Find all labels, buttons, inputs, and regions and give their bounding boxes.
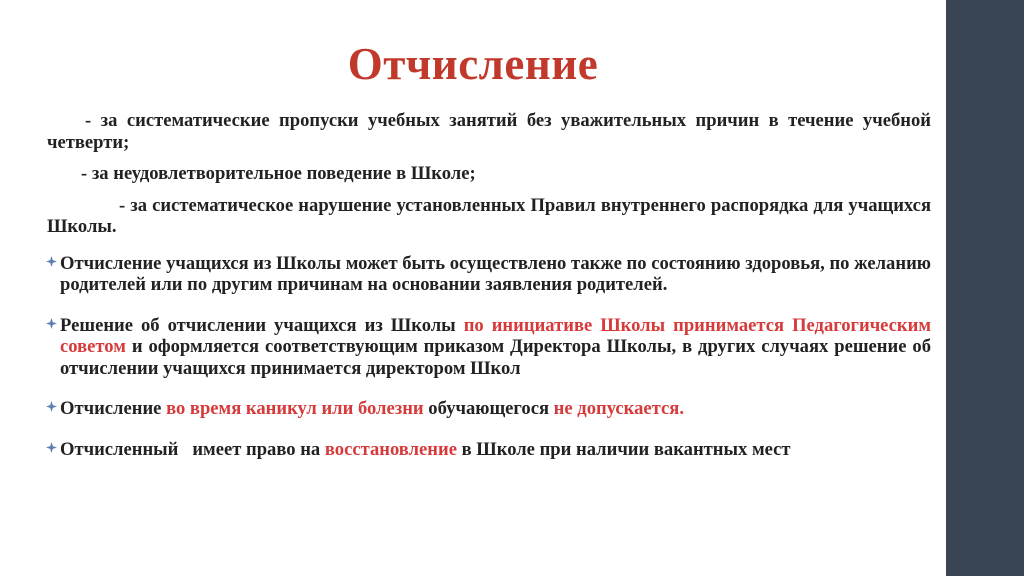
diamond-bullet-icon: [46, 401, 57, 412]
highlight-text: восстановление: [324, 438, 457, 460]
paragraph-absences: - за систематические пропуски учебных занятий без уважительных причин в течение учебной четверти;: [47, 110, 931, 153]
bullet-item-holidays: [47, 398, 931, 420]
paragraph-rules-violation: - за систематическое нарушение установленных Правил внутреннего распорядка для учащихся Школы.: [47, 194, 931, 237]
bullet-item-health: [47, 253, 931, 296]
bullet-item-decision: [47, 315, 931, 380]
slide-content: [47, 110, 931, 460]
bullet-text: Отчисление учащихся из Школы может быть осуществлено также по состоянию здоровья, по желанию родителей или по другим причинам на основании заявления родителей.: [60, 252, 931, 295]
slide-title: Отчисление: [347, 39, 599, 89]
bullet-text: и оформляется соответствующим приказом Директора Школы, в других случаях решение об отчислении учащихся принимается директором Школ: [60, 336, 931, 379]
bullet-text: Отчисление: [60, 398, 167, 419]
side-bar: [946, 0, 1024, 576]
highlight-text: по инициативе Школы принимается Педагогическим советом: [60, 314, 932, 357]
diamond-bullet-icon: [46, 318, 57, 329]
paragraph-behavior: - за неудовлетворительное поведение в Школе;: [81, 163, 476, 184]
bullet-text: в Школе при наличии вакантных мест: [456, 438, 791, 460]
diamond-bullet-icon: [46, 256, 57, 267]
bullet-text: обучающегося: [423, 398, 554, 419]
diamond-bullet-icon: [46, 442, 57, 453]
highlight-text: во время каникул или болезни: [166, 398, 424, 419]
bullet-text: Отчисленный имеет право на: [60, 438, 325, 460]
bullet-text: Решение об отчислении учащихся из Школы: [60, 314, 464, 336]
bullet-item-restoration: [47, 439, 931, 461]
highlight-text: не допускается.: [553, 398, 684, 419]
